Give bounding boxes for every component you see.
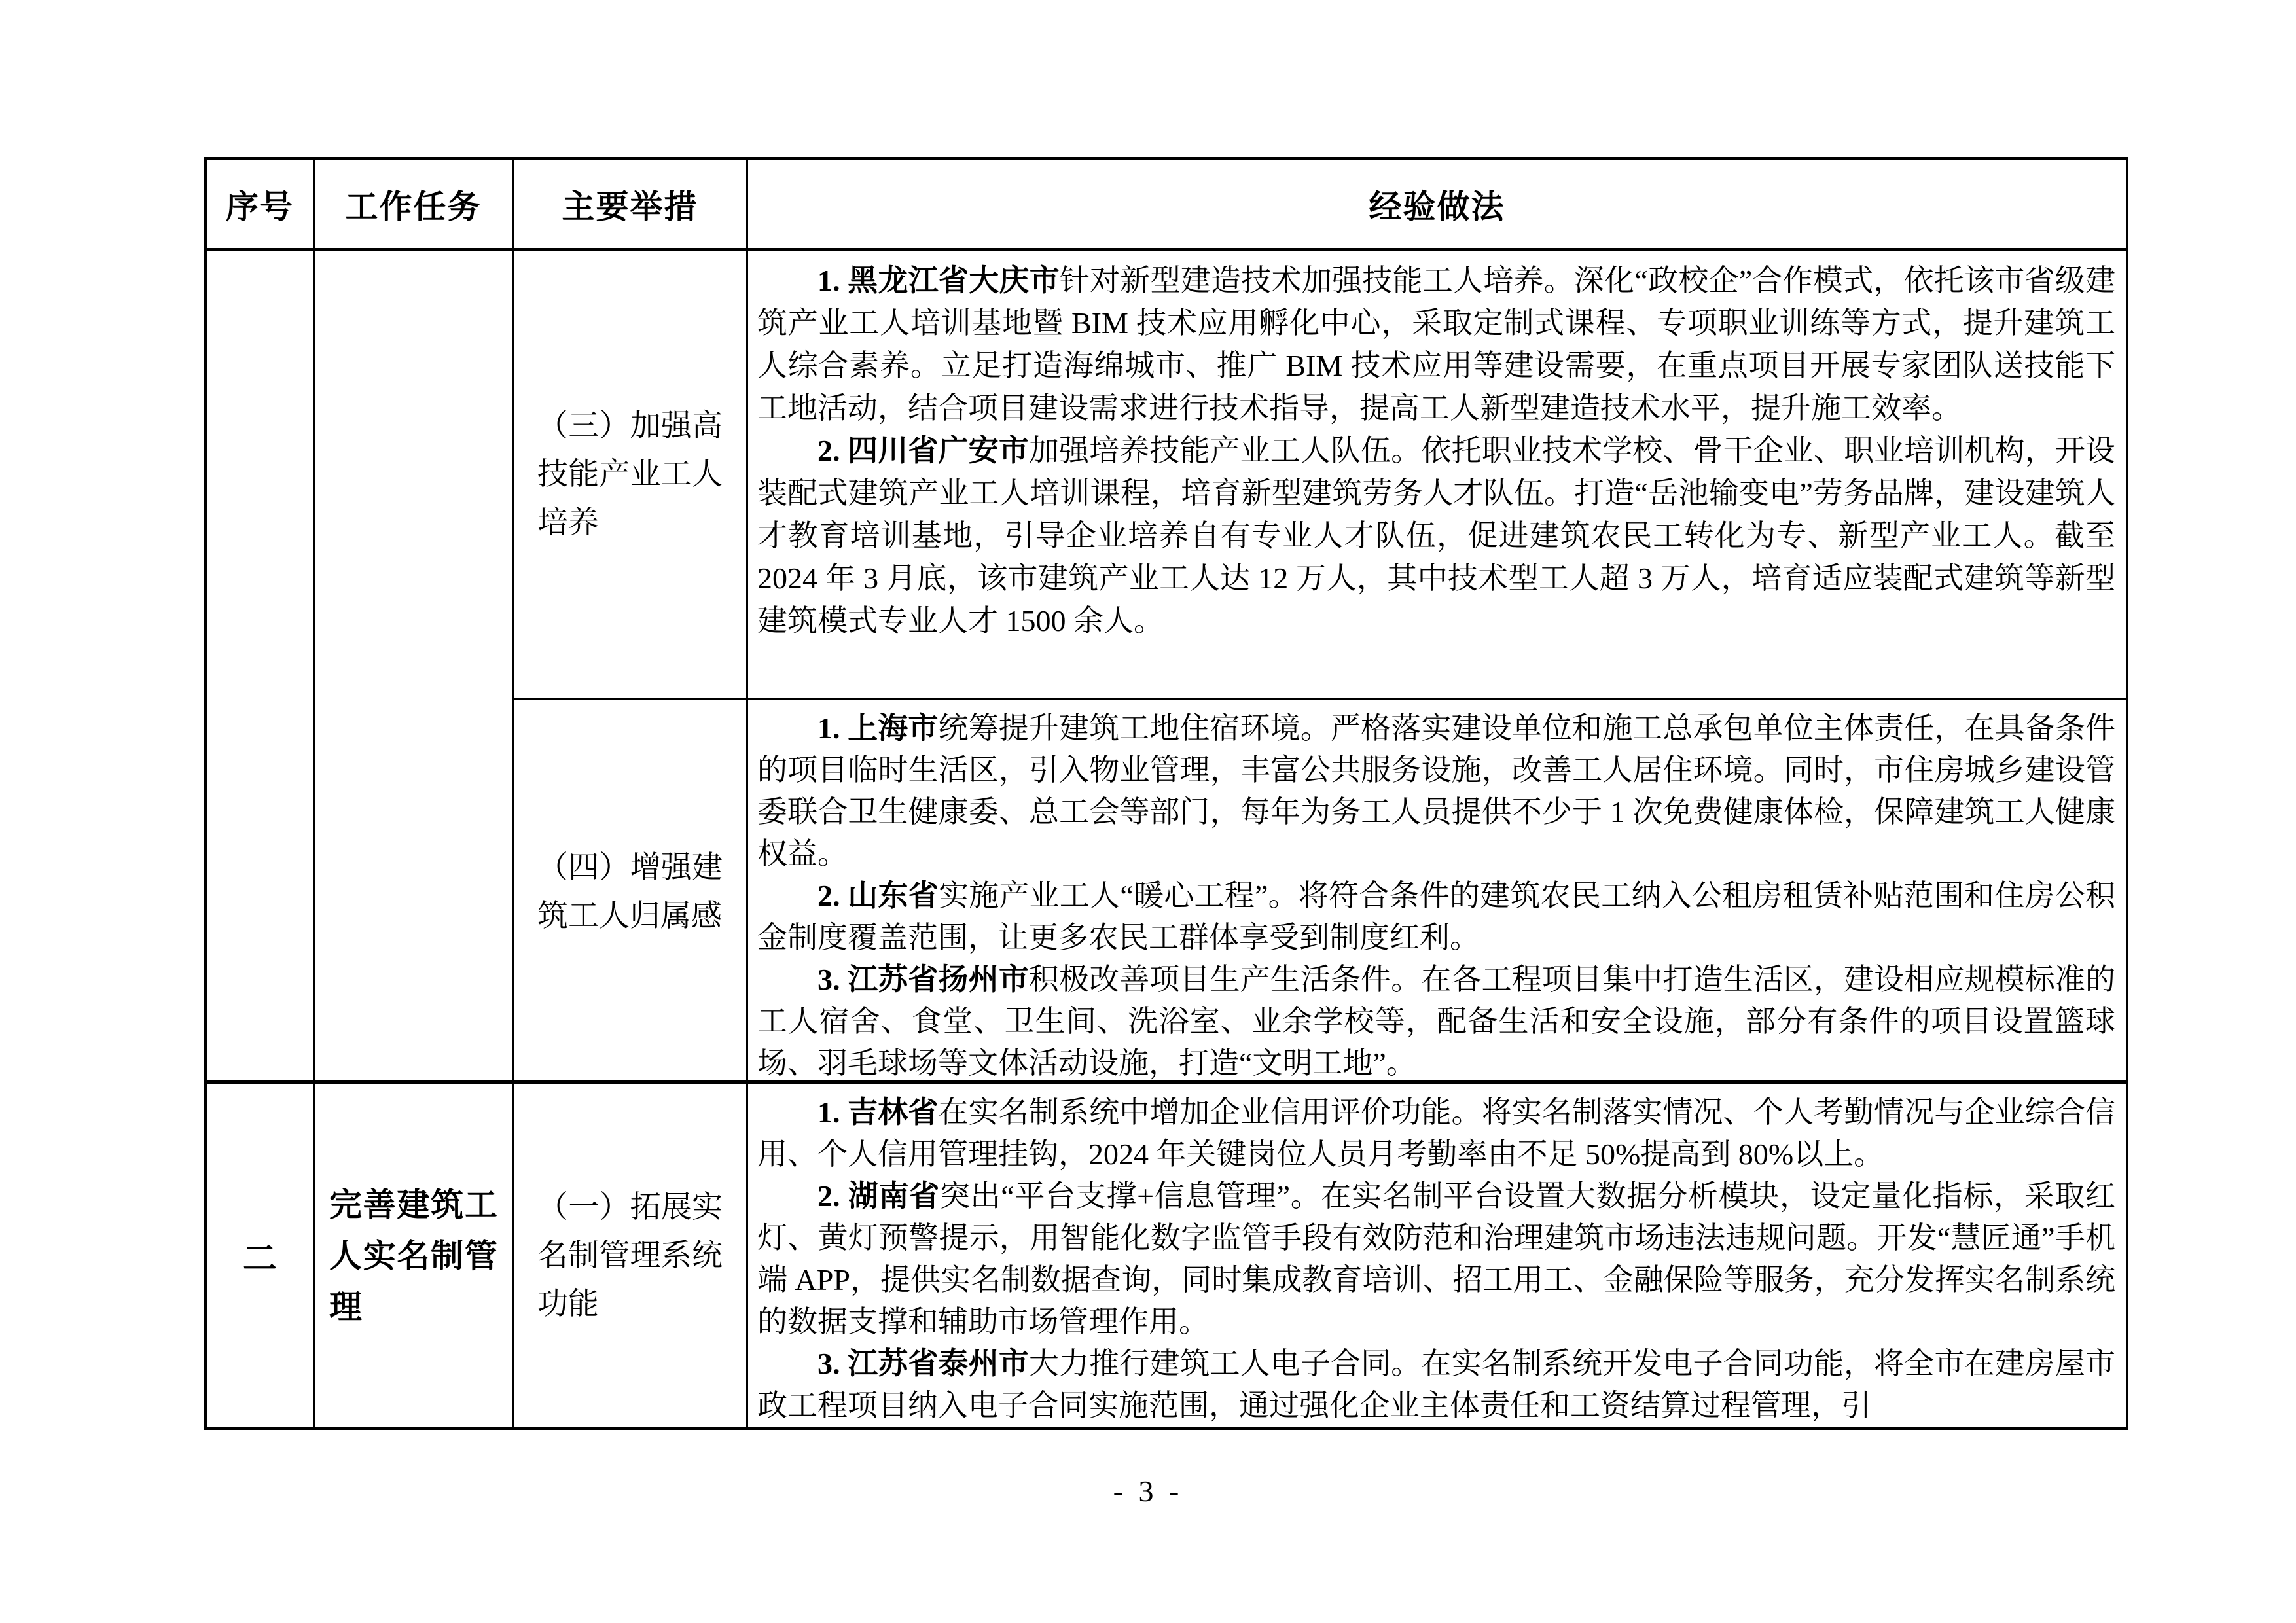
experience-paragraph [757, 707, 2115, 875]
section-row-2 [207, 1080, 2126, 1427]
column-header-serial: 序号 [207, 160, 315, 248]
paragraph-text: 加强培养技能产业工人队伍。依托职业技术学校、骨干企业、职业培训机构，开设装配式建筑产业工人培训课程，培育新型建筑劳务人才队伍。打造“岳池输变电”劳务品牌，建设建筑人才教育培训基地，引导企业培养自有专业人才队伍，促进建筑农民工转化为专、新型产业工人。截至 2024 年 3 月底，该市建筑产业工人达 12 万人，其中技术型工人超 3 万人，培育适应装配式建筑等新型建筑模式专业人才 1500 余人。 [757, 434, 2116, 637]
experience-paragraph [757, 429, 2115, 642]
experience-paragraph [757, 959, 2115, 1084]
measure-row-3 [514, 251, 2126, 700]
experience-paragraph [757, 1175, 2115, 1343]
section-row-1 [207, 251, 2126, 1080]
paragraph-text: 大力推行建筑工人电子合同。在实名制系统开发电子合同功能，将全市在建房屋市政工程项目纳入电子合同实施范围，通过强化企业主体责任和工资结算过程管理，引 [757, 1347, 2116, 1422]
task-text-2: 完善建筑工人实名制管理 [329, 1186, 497, 1325]
paragraph-text: 积极改善项目生产生活条件。在各工程项目集中打造生活区，建设相应规模标准的工人宿舍、食堂、卫生间、洗浴室、业余学校等，配备生活和安全设施，部分有条件的项目设置篮球场、羽毛球场等文体活动设施，打造“文明工地”。 [757, 963, 2116, 1080]
column-header-measure: 主要举措 [514, 160, 748, 248]
experience-paragraph [757, 259, 2115, 429]
paragraph-lead: 3. 江苏省扬州市 [817, 963, 1029, 996]
paragraph-lead: 2. 山东省 [817, 879, 939, 912]
serial-cell-empty [207, 251, 315, 1080]
measure-row-4 [514, 700, 2126, 1084]
paragraph-text: 实施产业工人“暖心工程”。将符合条件的建筑农民工纳入公租房租赁补贴范围和住房公积金制度覆盖范围，让更多农民工群体享受到制度红利。 [757, 879, 2115, 954]
paragraph-lead: 1. 吉林省 [817, 1096, 939, 1129]
paragraph-text: 针对新型建造技术加强技能工人培养。深化“政校企”合作模式，依托该市省级建筑产业工人培训基地暨 BIM 技术应用孵化中心，采取定制式课程、专项职业训练等方式，提升建筑工人综合素养。立足打造海绵城市、推广 BIM 技术应用等建设需要，在重点项目开展专家团队送技能下工地活动，结合项目建设需求进行技术指导，提高工人新型建造技术水平，提升施工效率。 [757, 264, 2115, 425]
page-number: - 3 - [1113, 1474, 1183, 1508]
measure-cell-3 [514, 251, 748, 698]
experience-paragraph [757, 1092, 2115, 1175]
serial-cell-2: 二 [207, 1084, 315, 1427]
task-cell-2 [315, 1084, 514, 1427]
experience-cell-1 [748, 1084, 2126, 1427]
paragraph-text: 统筹提升建筑工地住宿环境。严格落实建设单位和施工总承包单位主体责任，在具备条件的项目临时生活区，引入物业管理，丰富公共服务设施，改善工人居住环境。同时，市住房城乡建设管委联合卫生健康委、总工会等部门，每年为务工人员提供不少于 1 次免费健康体检，保障建筑工人健康权益。 [757, 711, 2116, 870]
paragraph-lead: 1. 黑龙江省大庆市 [817, 264, 1060, 297]
table-header-row [207, 160, 2126, 251]
paragraph-lead: 2. 湖南省 [817, 1179, 940, 1213]
paragraph-text: 在实名制系统中增加企业信用评价功能。将实名制落实情况、个人考勤情况与企业综合信用、个人信用管理挂钩，2024 年关键岗位人员月考勤率由不足 50%提高到 80%以上。 [757, 1096, 2116, 1171]
measure-text-3: （三）加强高技能产业工人培养 [537, 409, 723, 540]
experience-paragraph [757, 875, 2115, 959]
column-header-task: 工作任务 [315, 160, 514, 248]
column-header-experience: 经验做法 [1369, 188, 1505, 225]
paragraph-lead: 1. 上海市 [817, 711, 939, 745]
experience-paragraph [757, 1343, 2115, 1427]
task-cell-empty [315, 251, 514, 1080]
paragraph-lead: 2. 四川省广安市 [817, 434, 1029, 467]
measure-text-4: （四）增强建筑工人归属感 [537, 851, 723, 933]
measure-cell-4 [514, 700, 748, 1084]
measure-cell-1 [514, 1084, 748, 1427]
experience-cell-3 [748, 251, 2126, 698]
work-measures-table [204, 157, 2128, 1430]
paragraph-lead: 3. 江苏省泰州市 [817, 1347, 1029, 1380]
measure-text-1: （一）拓展实名制管理系统功能 [537, 1190, 723, 1321]
paragraph-text: 突出“平台支撑+信息管理”。在实名制平台设置大数据分析模块，设定量化指标，采取红灯、黄灯预警提示，用智能化数字监管手段有效防范和治理建筑市场违法违规问题。开发“慧匠通”手机端 APP，提供实名制数据查询，同时集成教育培训、招工用工、金融保险等服务，充分发挥实名制系统的数据支撑和辅助市场管理作用。 [757, 1179, 2115, 1338]
experience-cell-4 [748, 700, 2126, 1084]
